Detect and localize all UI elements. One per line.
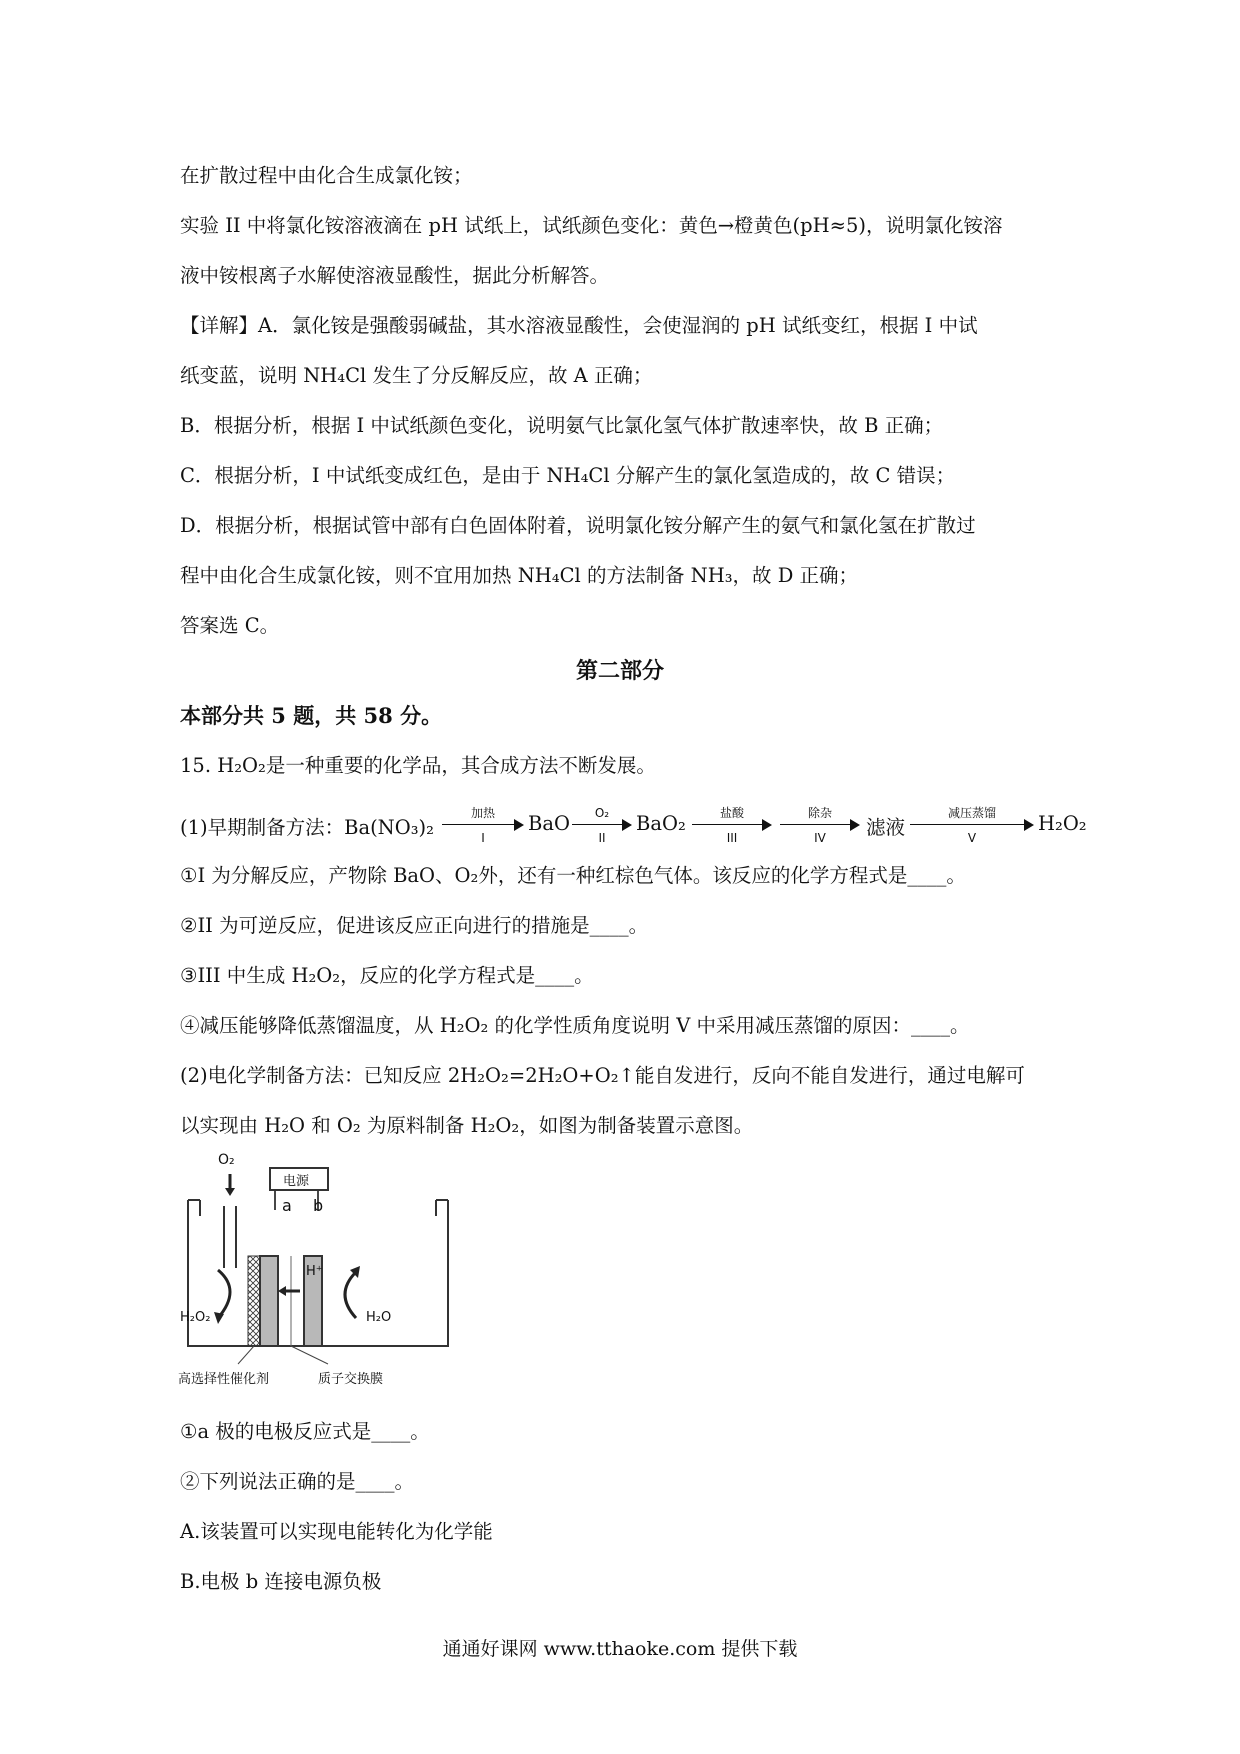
question-stem: 15. H₂O₂是一种重要的化学品，其合成方法不断发展。 [180,754,656,777]
arrow-step: III [726,831,738,845]
chain-species: 滤液 [866,816,906,839]
arrow-condition: 除杂 [807,806,832,820]
arrow-step: II [598,831,606,845]
electrode-a-label: a [282,1196,292,1215]
arrow-condition: O₂ [594,806,610,820]
chain-species: BaO [528,812,570,835]
chain-species: H₂O₂ [1038,812,1087,835]
arrow-step: V [967,831,977,845]
electrolysis-apparatus-diagram [178,1152,478,1390]
part-info: 本部分共 5 题，共 58 分。 [180,703,443,728]
sub-question: ④减压能够降低蒸馏温度，从 H₂O₂ 的化学性质角度说明 V 中采用减压蒸馏的原因：____。 [180,1014,970,1037]
arrow-condition: 加热 [470,806,495,820]
apparatus-drawing [178,1160,478,1365]
text-line: 在扩散过程中由化合生成氯化铵； [180,164,473,187]
power-source-label: 电源 [283,1174,310,1189]
h2o-label: H₂O [366,1310,392,1325]
sub-question: ③III 中生成 H₂O₂，反应的化学方程式是____。 [180,964,594,987]
membrane-caption: 质子交换膜 [318,1372,384,1387]
option-a: A.该装置可以实现电能转化为化学能 [180,1520,493,1543]
sub-question: ②II 为可逆反应，促进该反应正向进行的措施是____。 [180,914,649,937]
o2-label: O₂ [218,1152,235,1168]
text-line: 纸变蓝，说明 NH₄Cl 发生了分反解反应，故 A 正确； [180,364,653,387]
text-line: 答案选 C。 [180,614,280,637]
text-line: 【详解】A．氯化铵是强酸弱碱盐，其水溶液显酸性，会使湿润的 pH 试纸变红，根据 I 中试 [180,314,978,337]
reaction-arrow-4 [780,806,860,846]
arrow-condition: 减压蒸馏 [947,806,996,820]
text-line: (2)电化学制备方法：已知反应 2H₂O₂=2H₂O+O₂↑能自发进行，反向不能自发进行，通过电解可 [180,1064,1025,1087]
text-line: 液中铵根离子水解使溶液显酸性，据此分析解答。 [180,264,610,287]
reaction-arrow-3 [692,806,772,846]
chain-prefix: (1)早期制备方法：Ba(NO₃)₂ [180,816,434,839]
reaction-arrow-2 [572,806,632,846]
text-line: B．根据分析，根据 I 中试纸颜色变化，说明氨气比氯化氢气体扩散速率快，故 B 正确； [180,414,944,437]
electrode-b-label: b [313,1196,324,1215]
text-line: 以实现由 H₂O 和 O₂ 为原料制备 H₂O₂，如图为制备装置示意图。 [180,1114,754,1137]
arrow-step: I [481,831,485,845]
text-line: 实验 II 中将氯化铵溶液滴在 pH 试纸上，试纸颜色变化：黄色→橙黄色(pH≈5)，说明氯化铵溶 [180,214,1003,237]
text-line: D．根据分析，根据试管中部有白色固体附着，说明氯化铵分解产生的氨气和氯化氢在扩散过 [180,514,976,537]
option-b: B.电极 b 连接电源负极 [180,1570,382,1593]
text-line: 程中由化合生成氯化铵，则不宜用加热 NH₄Cl 的方法制备 NH₃，故 D 正确； [180,564,859,587]
page-footer: 通通好课网 www.tthaoke.com 提供下载 [442,1638,798,1660]
catalyst-caption: 高选择性催化剂 [178,1372,270,1387]
h2o2-label: H₂O₂ [180,1310,211,1325]
reaction-arrow-5 [910,806,1034,846]
arrow-step: IV [814,831,826,845]
reaction-arrow-1 [442,806,524,846]
section-title: 第二部分 [575,658,664,684]
text-line: C．根据分析，I 中试纸变成红色，是由于 NH₄Cl 分解产生的氯化氢造成的，故 C 错误； [180,464,956,487]
sub-question: ①I 为分解反应，产物除 BaO、O₂外，还有一种红棕色气体。该反应的化学方程式是____。 [180,864,966,887]
sub-question: ②下列说法正确的是____。 [180,1470,415,1493]
sub-question: ①a 极的电极反应式是____。 [180,1420,430,1443]
chain-species: BaO₂ [636,812,686,835]
arrow-condition: 盐酸 [719,806,744,820]
proton-label: H⁺ [306,1264,323,1279]
